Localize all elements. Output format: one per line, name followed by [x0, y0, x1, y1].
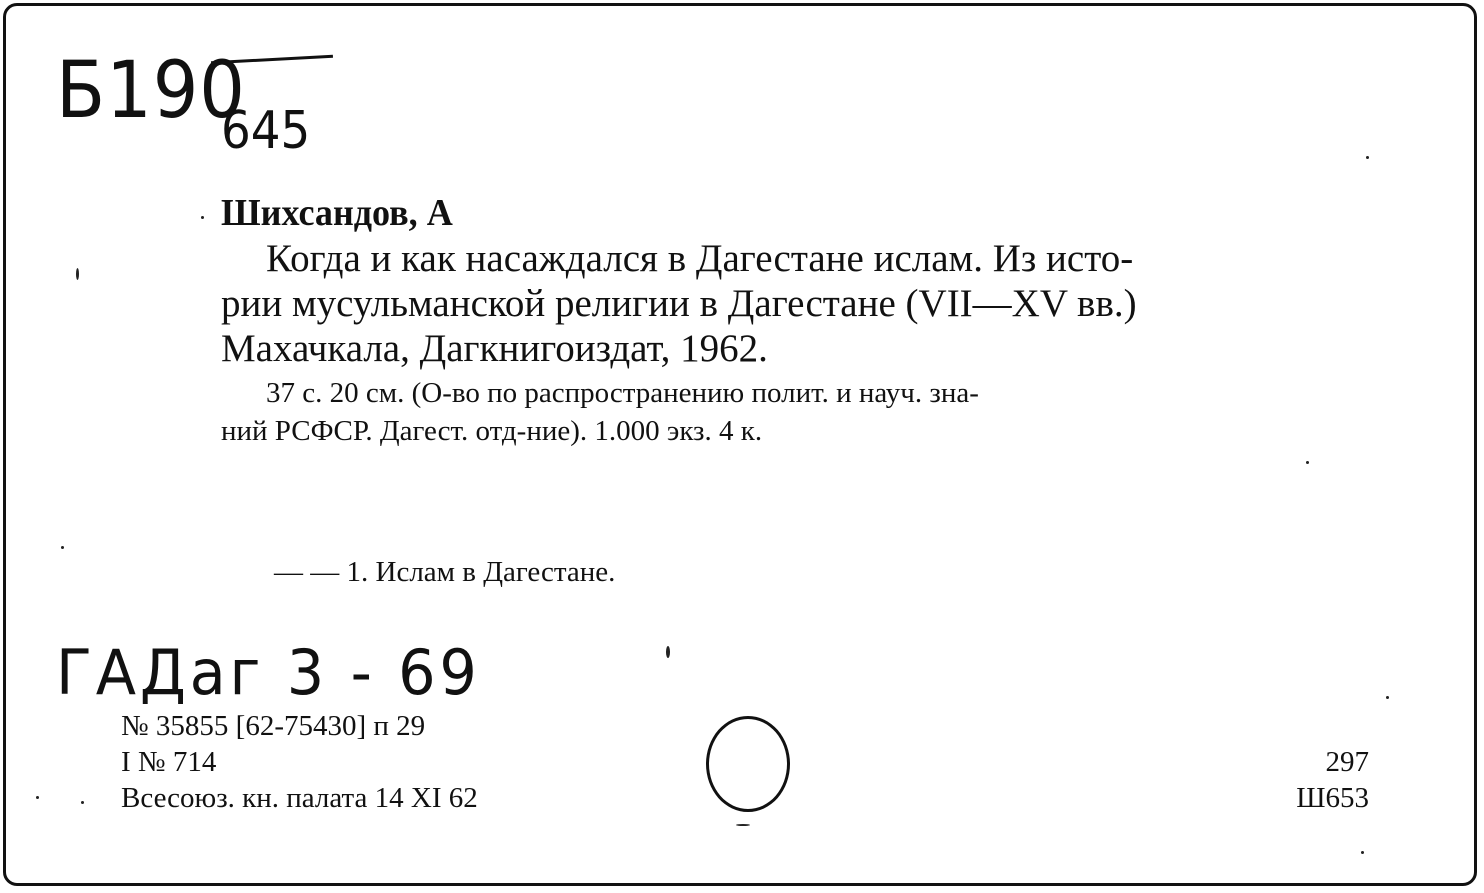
archive-mark: ГАДаг 3 - 69	[56, 636, 481, 709]
ink-speck	[736, 824, 750, 826]
description-line: 37 с. 20 см. (О-во по распространению полит. и науч. зна-	[266, 377, 979, 409]
shelfmark-sub: 645	[221, 101, 311, 161]
author-heading: Шихсандов, А	[221, 192, 453, 234]
description-block	[221, 374, 1391, 450]
ink-speck	[666, 646, 670, 658]
catalog-card	[3, 3, 1477, 886]
ink-speck	[1386, 696, 1389, 699]
title-line: рии мусульманской религии в Дагестане (VII—XV вв.)	[221, 282, 1137, 325]
ink-speck	[61, 546, 64, 549]
author-mark: Ш653	[1296, 782, 1369, 814]
classification-code: 297	[1325, 746, 1369, 778]
footer-line: № 35855 [62-75430] п 29	[121, 710, 426, 742]
title-line: Когда и как насаждался в Дагестане ислам. Из исто-	[266, 237, 1134, 280]
ink-speck	[1306, 461, 1309, 464]
footer-line: I № 714	[121, 746, 217, 778]
subject-heading: — — 1. Ислам в Дагестане.	[274, 556, 616, 588]
classification-block	[1296, 744, 1369, 816]
ink-speck	[76, 268, 79, 280]
title-line: Махачкала, Дагкнигоиздат, 1962.	[221, 327, 768, 370]
footer-line: Всесоюз. кн. палата 14 XI 62	[121, 782, 478, 814]
ink-speck	[201, 216, 204, 219]
punch-hole-icon	[706, 716, 790, 812]
ink-speck	[1361, 851, 1364, 854]
footer-block	[121, 708, 478, 816]
ink-speck	[81, 801, 84, 804]
ink-speck	[36, 796, 39, 799]
title-block	[221, 236, 1391, 371]
ink-speck	[1366, 156, 1369, 159]
shelfmark-main: Б190	[56, 46, 246, 136]
description-line: ний РСФСР. Дагест. отд-ние). 1.000 экз. 4 к.	[221, 415, 763, 447]
